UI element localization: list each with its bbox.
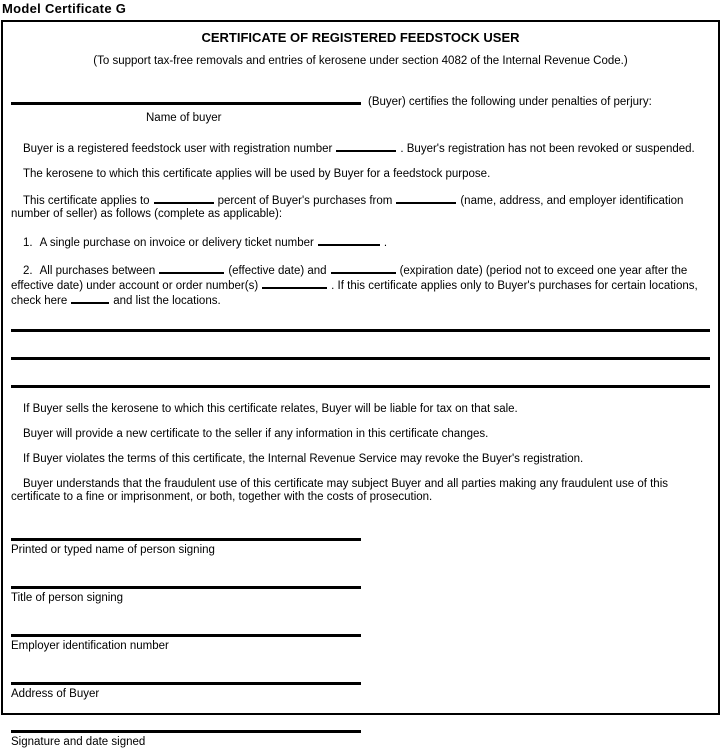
printed-name-line xyxy=(11,538,361,541)
address-label: Address of Buyer xyxy=(11,688,100,700)
fraud-paragraph: Buyer understands that the fraudulent use of this certificate may subject Buyer and all parties making any fraudulent use of this certificate to a fine or imprisonment, or both, together with the costs of prosecution. xyxy=(11,478,668,503)
sig-field-ein xyxy=(11,634,710,653)
ein-line xyxy=(11,634,361,637)
item1-text-before: A single purchase on invoice or delivery ticket number xyxy=(39,237,314,249)
buyer-certifies-text: (Buyer) certifies the following under penalties of perjury: xyxy=(368,96,652,108)
sig-field-printed-name xyxy=(11,538,710,557)
address-line xyxy=(11,682,361,685)
item2-number: 2. xyxy=(23,265,33,277)
printed-name-label: Printed or typed name of person signing xyxy=(11,544,215,556)
sig-field-signature-date xyxy=(11,730,710,749)
item1-number: 1. xyxy=(23,237,33,249)
applies-paragraph xyxy=(11,193,710,221)
applies-text-before: This certificate applies to xyxy=(23,195,150,207)
percent-blank xyxy=(154,193,214,204)
buyer-certifies-row xyxy=(11,92,710,109)
account-order-number-blank xyxy=(262,278,327,289)
effective-date-blank xyxy=(159,263,224,274)
certificate-title: CERTIFICATE OF REGISTERED FEEDSTOCK USER xyxy=(201,30,520,45)
list-item-single-purchase xyxy=(11,235,710,250)
certificate-subtitle: (To support tax-free removals and entries of kerosene under section 4082 of the Internal Revenue Code.) xyxy=(93,55,628,67)
page-title: Model Certificate G xyxy=(2,1,127,16)
item1-text-after: . xyxy=(383,237,388,249)
title-line xyxy=(11,586,361,589)
violation-paragraph: If Buyer violates the terms of this certificate, the Internal Revenue Service may revoke the Buyer's registration. xyxy=(23,453,584,465)
registration-number-blank xyxy=(336,141,396,152)
signature-date-line xyxy=(11,730,361,733)
applies-text-after: (name, address, and employer identification number of seller) as follows (complete as applicable): xyxy=(11,195,684,220)
signature-date-label: Signature and date signed xyxy=(11,736,146,748)
item2-text-seg1: All purchases between xyxy=(39,265,156,277)
new-certificate-paragraph: Buyer will provide a new certificate to the seller if any information in this certificate changes. xyxy=(23,428,489,440)
invoice-ticket-number-blank xyxy=(318,235,380,246)
list-item-all-purchases xyxy=(11,263,710,308)
liability-paragraph: If Buyer sells the kerosene to which this certificate relates, Buyer will be liable for tax on that sale. xyxy=(23,403,518,415)
item2-text-seg3: (expiration date) (period not to exceed one year after the effective date) under account or order number(s) xyxy=(11,265,688,292)
item2-text-seg2: (effective date) and xyxy=(228,265,327,277)
expiration-date-blank xyxy=(331,263,396,274)
title-label: Title of person signing xyxy=(11,592,124,604)
signature-section xyxy=(11,538,710,749)
certificate-document xyxy=(1,20,720,748)
registration-text-before: Buyer is a registered feedstock user with registration number xyxy=(23,143,333,155)
registration-text-after: . Buyer's registration has not been revoked or suspended. xyxy=(400,143,695,155)
location-line-3 xyxy=(11,360,710,388)
location-line-1 xyxy=(11,308,710,332)
check-here-blank xyxy=(71,293,109,304)
item2-text-seg4: . If this certificate applies only to Buyer's purchases for certain locations, check here xyxy=(11,280,698,307)
name-of-buyer-label: Name of buyer xyxy=(146,112,222,124)
name-of-buyer-line xyxy=(11,92,361,105)
sig-field-title xyxy=(11,586,710,605)
seller-blank xyxy=(396,193,456,204)
ein-label: Employer identification number xyxy=(11,640,169,652)
location-line-2 xyxy=(11,332,710,360)
applies-text-middle: percent of Buyer's purchases from xyxy=(217,195,393,207)
locations-list-area xyxy=(11,308,710,388)
sig-field-address xyxy=(11,682,710,701)
registration-paragraph xyxy=(11,141,710,156)
kerosene-use-paragraph: The kerosene to which this certificate applies will be used by Buyer for a feedstock purpose. xyxy=(23,168,491,180)
item2-text-seg5: and list the locations. xyxy=(113,295,221,307)
